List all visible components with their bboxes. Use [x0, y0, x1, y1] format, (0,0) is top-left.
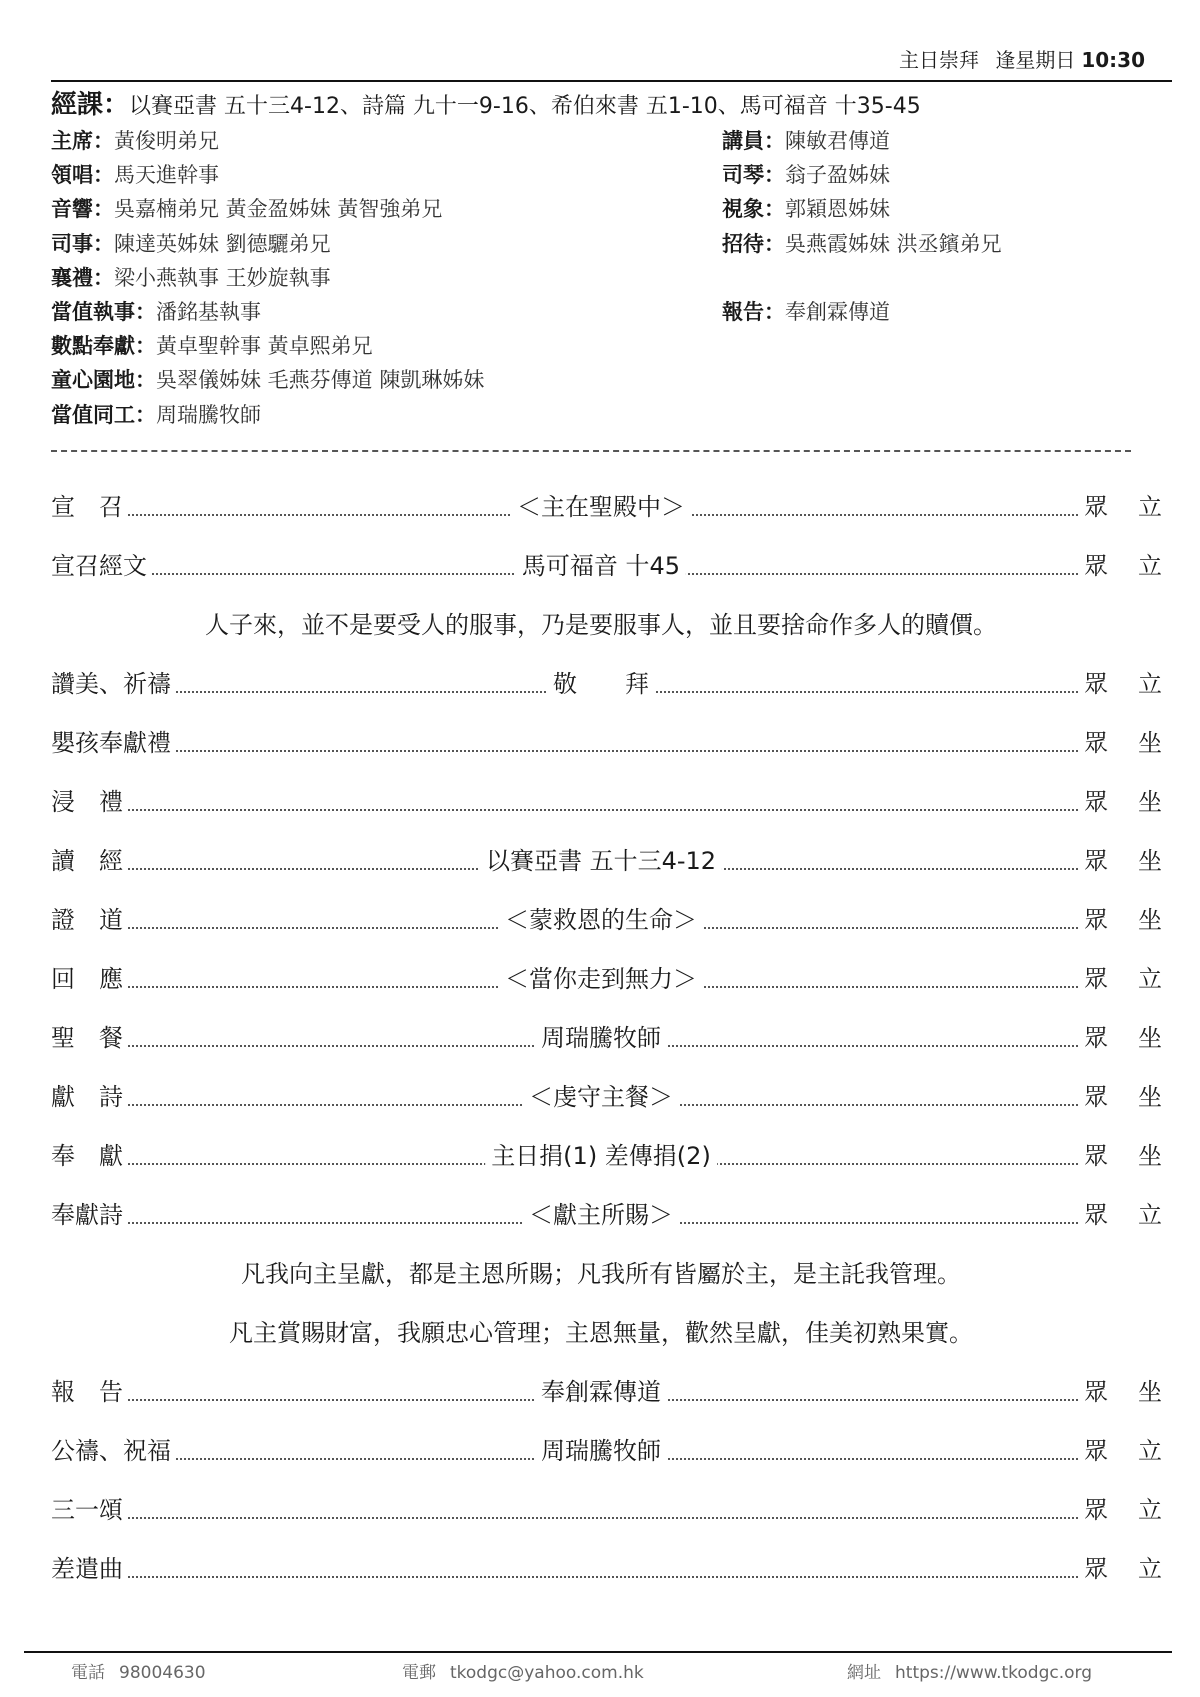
liturgy-item-label: 浸 禮 — [51, 787, 126, 817]
email-label: 電郵 — [402, 1663, 436, 1683]
posture-who: 眾 — [1084, 1555, 1108, 1583]
liturgy-item-label: 差遣曲 — [51, 1554, 126, 1584]
liturgy-item-label: 報 告 — [51, 1377, 126, 1407]
footer — [0, 1660, 1200, 1688]
liturgy-item-label: 宣 召 — [51, 492, 126, 522]
congregation-posture — [1084, 1141, 1162, 1171]
liturgy-row — [51, 1540, 1162, 1599]
congregation-posture — [1084, 905, 1162, 935]
liturgy-item-label: 讚美、祈禱 — [51, 669, 174, 699]
liturgy-item-label: 聖 餐 — [51, 1023, 126, 1053]
posture-who: 眾 — [1084, 1496, 1108, 1524]
staff-entry — [51, 124, 219, 158]
service-title: 主日崇拜 — [898, 48, 979, 72]
email-address[interactable]: tkodgc@yahoo.com.hk — [450, 1663, 644, 1683]
posture-who: 眾 — [1084, 493, 1108, 521]
staff-row — [51, 363, 1151, 397]
posture-action: 立 — [1138, 1201, 1162, 1229]
congregation-posture — [1084, 728, 1162, 758]
staff-role: 數點奉獻： — [51, 334, 156, 359]
staff-role: 童心園地： — [51, 368, 156, 393]
congregation-posture — [1084, 1200, 1162, 1230]
staff-roster — [51, 124, 1151, 432]
staff-row — [51, 295, 1151, 329]
staff-role: 招待： — [722, 231, 785, 256]
staff-row — [51, 158, 1151, 192]
congregation-posture — [1084, 551, 1162, 581]
staff-entry — [722, 227, 1002, 261]
posture-who: 眾 — [1084, 1437, 1108, 1465]
liturgy-item-label: 宣召經文 — [51, 551, 150, 581]
staff-entry — [51, 227, 331, 261]
posture-action: 坐 — [1138, 847, 1162, 875]
staff-role: 音響： — [51, 197, 114, 222]
readings-label: 經課： — [51, 90, 130, 120]
posture-who: 眾 — [1084, 670, 1108, 698]
scripture-verse: 凡主賞賜財富，我願忠心管理；主恩無量，歡然呈獻，佳美初熟果實。 — [229, 1319, 973, 1347]
staff-row — [51, 192, 1151, 226]
posture-who: 眾 — [1084, 788, 1108, 816]
staff-entry — [51, 329, 373, 363]
posture-action: 坐 — [1138, 1024, 1162, 1052]
liturgy-item-detail: ＜主在聖殿中＞ — [511, 492, 691, 522]
footer-email — [402, 1660, 644, 1686]
staff-names: 翁子盈姊妹 — [785, 163, 890, 188]
posture-who: 眾 — [1084, 906, 1108, 934]
service-header — [889, 46, 1145, 74]
posture-action: 立 — [1138, 1437, 1162, 1465]
liturgy-row — [51, 537, 1162, 596]
staff-names: 黃俊明弟兄 — [114, 129, 219, 153]
liturgy-item-detail: 周瑞騰牧師 — [535, 1023, 667, 1053]
posture-who: 眾 — [1084, 965, 1108, 993]
top-divider — [51, 80, 1172, 82]
liturgy-item-detail: 主日捐(1) 差傳捐(2) — [485, 1141, 717, 1171]
staff-row — [51, 398, 1151, 432]
liturgy-item-detail: ＜虔守主餐＞ — [523, 1082, 679, 1112]
dashed-divider — [51, 450, 1131, 452]
staff-role: 司事： — [51, 231, 114, 256]
staff-names: 馬天進幹事 — [114, 163, 219, 188]
staff-entry — [722, 124, 890, 158]
posture-action: 立 — [1138, 1555, 1162, 1583]
liturgy-row — [51, 1068, 1162, 1127]
staff-names: 郭穎恩姊妹 — [785, 197, 890, 222]
posture-who: 眾 — [1084, 847, 1108, 875]
footer-phone — [71, 1660, 206, 1686]
posture-who: 眾 — [1084, 1024, 1108, 1052]
dot-leader — [51, 1576, 1078, 1578]
staff-role: 講員： — [722, 129, 785, 153]
posture-who: 眾 — [1084, 552, 1108, 580]
liturgy-row — [51, 832, 1162, 891]
liturgy-item-detail: 周瑞騰牧師 — [535, 1436, 667, 1466]
liturgy-item-label: 奉獻詩 — [51, 1200, 126, 1230]
staff-entry — [51, 192, 442, 226]
liturgy-row — [51, 714, 1162, 773]
liturgy-item-label: 公禱、祝福 — [51, 1436, 174, 1466]
posture-action: 立 — [1138, 552, 1162, 580]
liturgy-item-detail: 以賽亞書 五十三4-12 — [480, 846, 722, 876]
congregation-posture — [1084, 1554, 1162, 1584]
staff-row — [51, 261, 1151, 295]
posture-who: 眾 — [1084, 1142, 1108, 1170]
posture-action: 立 — [1138, 965, 1162, 993]
staff-entry — [51, 261, 331, 295]
posture-who: 眾 — [1084, 1378, 1108, 1406]
posture-action: 立 — [1138, 670, 1162, 698]
liturgy-item-label: 獻 詩 — [51, 1082, 126, 1112]
liturgy-row — [51, 1127, 1162, 1186]
service-schedule: 逢星期日 — [995, 48, 1076, 72]
staff-names: 陳達英姊妹 劉德驪弟兄 — [114, 231, 331, 256]
liturgy-item-label: 證 道 — [51, 905, 126, 935]
liturgy-row — [51, 1422, 1162, 1481]
staff-role: 報告： — [722, 299, 785, 324]
staff-role: 視象： — [722, 197, 785, 222]
congregation-posture — [1084, 492, 1162, 522]
dot-leader — [51, 750, 1078, 752]
staff-role: 主席： — [51, 129, 114, 153]
congregation-posture — [1084, 846, 1162, 876]
staff-role: 當值執事： — [51, 299, 156, 324]
lectionary-readings — [51, 89, 921, 124]
order-of-service — [51, 478, 1162, 1599]
liturgy-item-label: 奉 獻 — [51, 1141, 126, 1171]
posture-action: 坐 — [1138, 906, 1162, 934]
staff-row — [51, 329, 1151, 363]
congregation-posture — [1084, 964, 1162, 994]
liturgy-row — [51, 1481, 1162, 1540]
staff-entry — [51, 295, 261, 329]
staff-names: 周瑞騰牧師 — [156, 402, 261, 427]
posture-who: 眾 — [1084, 1083, 1108, 1111]
scripture-verse: 凡我向主呈獻，都是主恩所賜；凡我所有皆屬於主，是主託我管理。 — [241, 1260, 961, 1288]
posture-action: 立 — [1138, 493, 1162, 521]
service-time: 10:30 — [1081, 48, 1145, 72]
website-label: 網址 — [847, 1663, 881, 1683]
staff-entry — [51, 363, 484, 397]
staff-names: 奉創霖傳道 — [785, 299, 890, 324]
liturgy-row — [51, 1363, 1162, 1422]
website-link[interactable]: https://www.tkodgc.org — [895, 1663, 1093, 1683]
posture-action: 坐 — [1138, 1142, 1162, 1170]
liturgy-item-detail: 奉創霖傳道 — [535, 1377, 667, 1407]
staff-row — [51, 124, 1151, 158]
staff-entry — [722, 295, 890, 329]
liturgy-item-label: 讀 經 — [51, 846, 126, 876]
posture-who: 眾 — [1084, 729, 1108, 757]
congregation-posture — [1084, 1377, 1162, 1407]
staff-names: 黃卓聖幹事 黃卓熙弟兄 — [156, 334, 373, 359]
liturgy-row — [51, 1186, 1162, 1245]
posture-action: 坐 — [1138, 1378, 1162, 1406]
staff-entry — [51, 398, 261, 432]
liturgy-item-detail: 敬 拜 — [547, 669, 655, 699]
congregation-posture — [1084, 1495, 1162, 1525]
staff-role: 當值同工： — [51, 402, 156, 427]
liturgy-row — [51, 1009, 1162, 1068]
staff-entry — [51, 158, 219, 192]
posture-action: 坐 — [1138, 1083, 1162, 1111]
liturgy-item-label: 三一頌 — [51, 1495, 126, 1525]
liturgy-item-detail: 馬可福音 十45 — [516, 551, 686, 581]
staff-entry — [722, 158, 890, 192]
staff-names: 梁小燕執事 王妙旋執事 — [114, 265, 331, 290]
staff-entry — [722, 192, 890, 226]
congregation-posture — [1084, 1023, 1162, 1053]
staff-names: 陳敏君傳道 — [785, 129, 890, 153]
liturgy-row — [51, 950, 1162, 1009]
liturgy-item-label: 回 應 — [51, 964, 126, 994]
liturgy-row — [51, 773, 1162, 832]
staff-names: 吳燕霞姊妹 洪丞鑌弟兄 — [785, 231, 1002, 256]
footer-website — [847, 1660, 1092, 1686]
congregation-posture — [1084, 1082, 1162, 1112]
liturgy-row — [51, 478, 1162, 537]
liturgy-item-detail: ＜蒙救恩的生命＞ — [499, 905, 703, 935]
footer-divider — [24, 1651, 1172, 1653]
staff-role: 襄禮： — [51, 265, 114, 290]
congregation-posture — [1084, 787, 1162, 817]
congregation-posture — [1084, 669, 1162, 699]
staff-names: 吳翠儀姊妹 毛燕芬傳道 陳凱琳姊妹 — [156, 368, 485, 393]
scripture-verse: 人子來，並不是要受人的服事，乃是要服事人，並且要捨命作多人的贖價。 — [205, 611, 997, 639]
posture-action: 立 — [1138, 1496, 1162, 1524]
posture-action: 坐 — [1138, 788, 1162, 816]
dot-leader — [51, 1517, 1078, 1519]
staff-role: 司琴： — [722, 163, 785, 188]
staff-row — [51, 227, 1151, 261]
staff-names: 潘銘基執事 — [156, 299, 261, 324]
readings-text: 以賽亞書 五十三4-12、詩篇 九十一9-16、希伯來書 五1-10、馬可福音 十35-45 — [129, 94, 921, 119]
phone-label: 電話 — [71, 1663, 105, 1683]
posture-action: 坐 — [1138, 729, 1162, 757]
liturgy-row — [51, 891, 1162, 950]
staff-role: 領唱： — [51, 163, 114, 188]
staff-names: 吳嘉楠弟兄 黃金盈姊妹 黃智強弟兄 — [114, 197, 443, 222]
congregation-posture — [1084, 1436, 1162, 1466]
dot-leader — [51, 809, 1078, 811]
posture-who: 眾 — [1084, 1201, 1108, 1229]
liturgy-row — [51, 655, 1162, 714]
liturgy-item-detail: ＜當你走到無力＞ — [499, 964, 703, 994]
liturgy-item-label: 嬰孩奉獻禮 — [51, 728, 174, 758]
liturgy-item-detail: ＜獻主所賜＞ — [523, 1200, 679, 1230]
phone-number: 98004630 — [119, 1663, 206, 1683]
